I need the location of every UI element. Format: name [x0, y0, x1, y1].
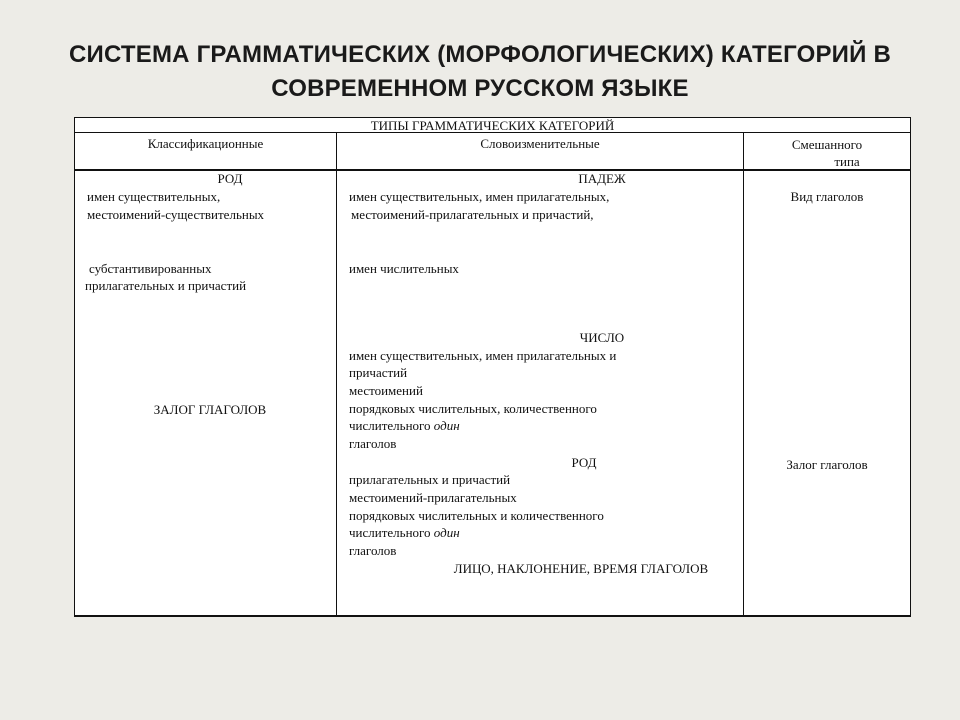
mixed-zalog: Залог глаголов: [786, 457, 868, 472]
table-caption: ТИПЫ ГРАММАТИЧЕСКИХ КАТЕГОРИЙ: [370, 118, 615, 133]
infl-padezh-heading: ПАДЕЖ: [578, 171, 626, 186]
page-title-line-2: СОВРЕМЕННОМ РУССКОМ ЯЗЫКЕ: [271, 75, 689, 102]
infl-rod-line-4: [349, 524, 460, 542]
class-subst-line-1: субстантивированных: [89, 261, 212, 276]
infl-rod-line-4-text: числительного: [349, 525, 434, 540]
infl-rod-line-2: местоимений-прилагательных: [349, 490, 517, 505]
class-subst-line-2: прилагательных и причастий: [85, 278, 247, 293]
infl-chislo-line-3: местоимений: [349, 383, 423, 398]
infl-chislo-line-5-italic: один: [433, 418, 460, 433]
page-title-line-1: СИСТЕМА ГРАММАТИЧЕСКИХ (МОРФОЛОГИЧЕСКИХ) КАТЕГОРИЙ В: [69, 41, 891, 68]
infl-padezh-line-2: местоимений-прилагательных и причастий,: [351, 207, 594, 222]
infl-rod-line-3: порядковых числительных и количественного: [349, 508, 604, 523]
infl-padezh-line-3: имен числительных: [349, 261, 459, 276]
infl-rod-line-1: прилагательных и причастий: [349, 472, 511, 487]
class-zalog: ЗАЛОГ ГЛАГОЛОВ: [153, 402, 267, 417]
infl-chislo-line-5-text: числительного: [349, 418, 434, 433]
infl-litso: ЛИЦО, НАКЛОНЕНИЕ, ВРЕМЯ ГЛАГОЛОВ: [453, 561, 709, 576]
class-rod-line-1: имен существительных,: [87, 189, 221, 204]
header-mixed-line-1: Смешанного: [791, 137, 863, 152]
categories-table: [74, 117, 911, 617]
header-inflectional: Словоизменительные: [480, 136, 600, 151]
header-classification: Классификационные: [147, 136, 264, 151]
header-mixed-line-2: типа: [834, 154, 860, 169]
class-rod-line-2: местоимений-существительных: [87, 207, 265, 222]
infl-padezh-line-1: имен существительных, имен прилагательных,: [349, 189, 610, 204]
infl-rod-line-4-italic: один: [433, 525, 460, 540]
infl-chislo-line-2: причастий: [349, 365, 408, 380]
infl-chislo-line-1: имен существительных, имен прилагательных и: [349, 348, 617, 363]
infl-chislo-line-4: порядковых числительных, количественного: [349, 401, 597, 416]
mixed-vid: Вид глаголов: [790, 189, 864, 204]
page-title: [0, 38, 960, 106]
infl-rod-heading: РОД: [571, 455, 597, 470]
column-divider-1: [336, 132, 337, 615]
infl-chislo-heading: ЧИСЛО: [579, 330, 625, 345]
class-rod-heading: РОД: [217, 171, 243, 186]
infl-rod-line-5: глаголов: [349, 543, 397, 558]
infl-chislo-line-6: глаголов: [349, 436, 397, 451]
infl-chislo-line-5: [349, 417, 460, 435]
